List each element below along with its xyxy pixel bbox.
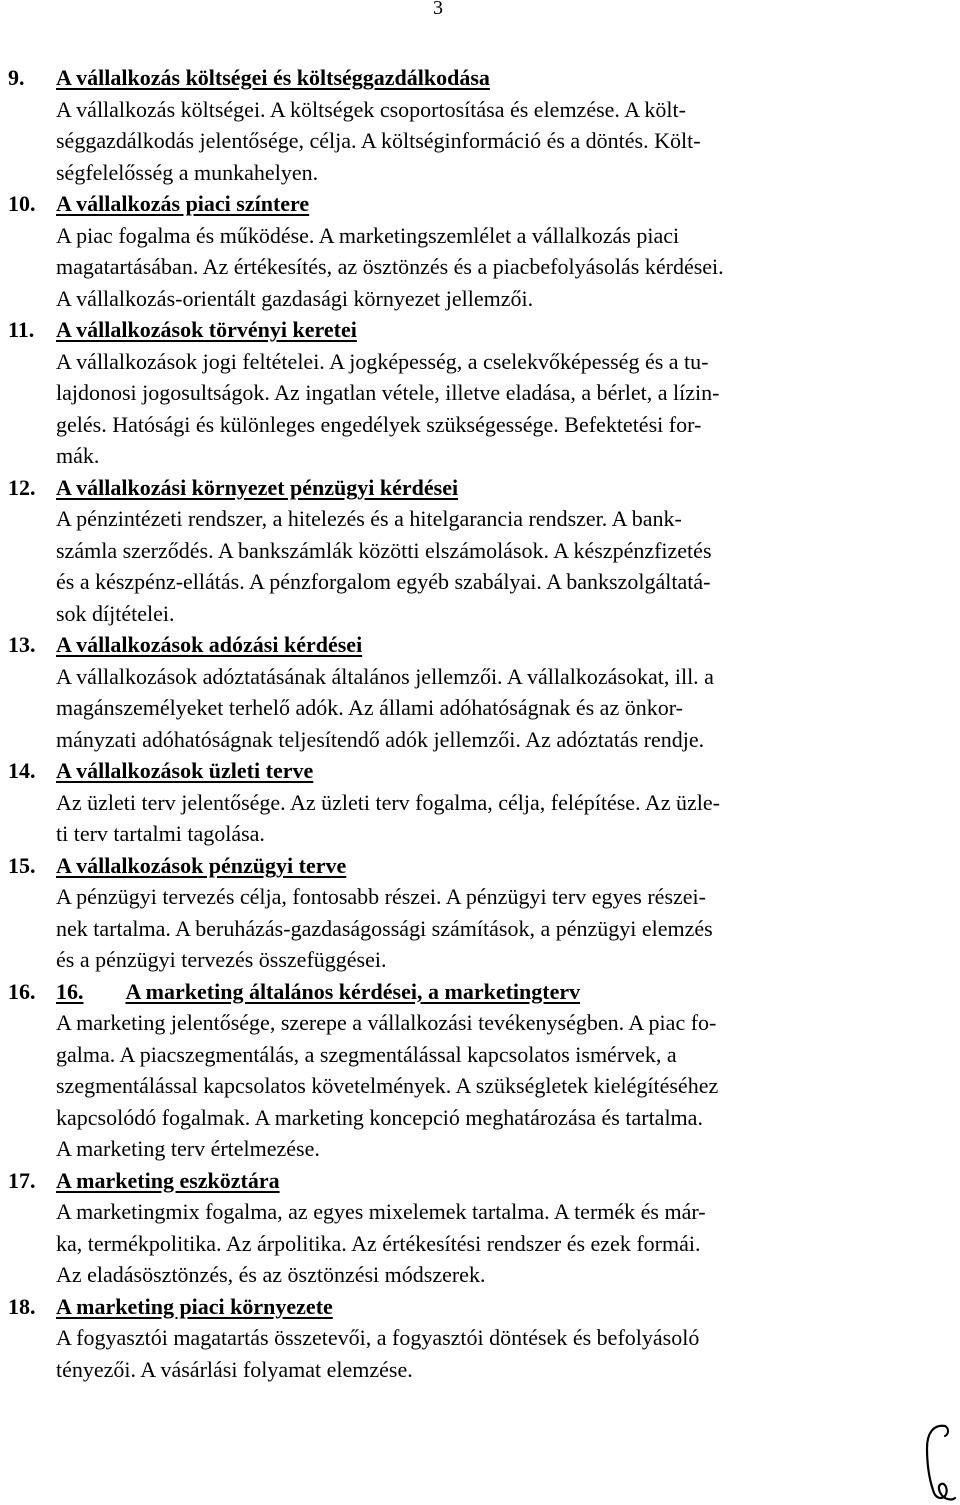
section-15 bbox=[8, 850, 888, 976]
section-13 bbox=[8, 629, 888, 755]
section-11 bbox=[8, 314, 888, 472]
section-text-line: séggazdálkodás jelentősége, célja. A költséginformáció és a döntés. Költ- bbox=[56, 128, 701, 153]
section-title: A vállalkozások törvényi keretei bbox=[56, 317, 357, 342]
section-text-line: sok díjtételei. bbox=[56, 600, 175, 626]
section-text-line: A fogyasztói magatartás összetevői, a fogyasztói döntések és befolyásoló bbox=[56, 1325, 700, 1350]
section-text-line: számla szerződés. A bankszámlák közötti elszámolások. A készpénzfizetés bbox=[56, 537, 712, 563]
section-text-line: gelés. Hatósági és különleges engedélyek szükségessége. Befektetési for- bbox=[56, 411, 702, 437]
section-text-line: A vállalkozás költségei. A költségek csoportosítása és elemzése. A költ- bbox=[56, 96, 686, 122]
section-number: 10. bbox=[8, 191, 36, 216]
section-text-line: Az üzleti terv jelentősége. Az üzleti terv fogalma, célja, felépítése. Az üzle- bbox=[56, 789, 720, 815]
section-text-line: ti terv tartalmi tagolása. bbox=[56, 821, 265, 846]
section-text-line: A vállalkozások jogi feltételei. A jogképesség, a cselekvőképesség és a tu- bbox=[56, 348, 709, 374]
section-text-line: ka, termékpolitika. Az árpolitika. Az értékesítési rendszer és ezek formái. bbox=[56, 1230, 701, 1256]
handwritten-signature bbox=[915, 1420, 957, 1504]
section-number: 12. bbox=[8, 474, 36, 500]
section-text-line: kapcsolódó fogalmak. A marketing koncepció meghatározása és tartalma. bbox=[56, 1104, 703, 1130]
section-title-prefix: 16. bbox=[56, 978, 84, 1004]
syllabus-document bbox=[8, 62, 888, 1385]
section-number: 16. bbox=[8, 978, 36, 1004]
section-number: 18. bbox=[8, 1293, 36, 1319]
section-text-line: tényezői. A vásárlási folyamat elemzése. bbox=[56, 1356, 413, 1382]
section-14 bbox=[8, 755, 888, 850]
section-text-line: mányzati adóhatóságnak teljesítendő adók jellemzői. Az adóztatás rendje. bbox=[56, 726, 705, 752]
section-17 bbox=[8, 1165, 888, 1291]
section-10 bbox=[8, 188, 888, 314]
section-text-line: magatartásában. Az értékesítés, az ösztönzés és a piacbefolyásolás kérdései. bbox=[56, 254, 724, 279]
section-text-line: és a pénzügyi tervezés összefüggései. bbox=[56, 947, 387, 972]
section-text-line: és a készpénz-ellátás. A pénzforgalom egyéb szabályai. A bankszolgáltatá- bbox=[56, 569, 711, 594]
section-text-line: szegmentálással kapcsolatos követelmények. A szükségletek kielégítéséhez bbox=[56, 1073, 719, 1098]
section-number: 14. bbox=[8, 758, 36, 783]
page-number: 3 bbox=[433, 0, 443, 19]
section-title: A vállalkozás piaci színtere bbox=[56, 191, 310, 216]
section-number: 17. bbox=[8, 1167, 36, 1193]
section-text-line: nek tartalma. A beruházás-gazdaságossági számítások, a pénzügyi elemzés bbox=[56, 915, 713, 941]
section-text-line: lajdonosi jogosultságok. Az ingatlan vétele, illetve eladása, a bérlet, a lízin- bbox=[56, 380, 720, 405]
section-text-line: Az eladásösztönzés, és az ösztönzési módszerek. bbox=[56, 1262, 486, 1287]
section-title: A vállalkozási környezet pénzügyi kérdései bbox=[56, 474, 459, 500]
section-text-line: galma. A piacszegmentálás, a szegmentálással kapcsolatos ismérvek, a bbox=[56, 1041, 677, 1067]
section-text-line: magánszemélyeket terhelő adók. Az állami adóhatóságnak és az önkor- bbox=[56, 695, 683, 720]
section-16 bbox=[8, 976, 888, 1165]
section-12 bbox=[8, 472, 888, 630]
section-number: 13. bbox=[8, 632, 36, 657]
section-text-line: mák. bbox=[56, 443, 100, 468]
section-number: 15. bbox=[8, 852, 36, 878]
section-title: A marketing piaci környezete bbox=[56, 1293, 333, 1319]
section-text-line: A marketingmix fogalma, az egyes mixelemek tartalma. A termék és már- bbox=[56, 1199, 706, 1224]
section-text-line: A marketing terv értelmezése. bbox=[56, 1136, 320, 1161]
section-title: A vállalkozások üzleti terve bbox=[56, 758, 314, 783]
section-number: 11. bbox=[8, 317, 35, 342]
section-text-line: A pénzintézeti rendszer, a hitelezés és a hitelgarancia rendszer. A bank- bbox=[56, 506, 682, 531]
section-text-line: A marketing jelentősége, szerepe a vállalkozási tevékenységben. A piac fo- bbox=[56, 1010, 717, 1035]
section-title: A vállalkozások adózási kérdései bbox=[56, 632, 363, 657]
section-text-line: A pénzügyi tervezés célja, fontosabb részei. A pénzügyi terv egyes részei- bbox=[56, 884, 706, 909]
section-number: 9. bbox=[8, 65, 25, 90]
section-title: A vállalkozások pénzügyi terve bbox=[56, 852, 347, 878]
section-text-line: A vállalkozás-orientált gazdasági környezet jellemzői. bbox=[56, 285, 534, 311]
section-18 bbox=[8, 1291, 888, 1386]
section-9 bbox=[8, 62, 888, 188]
section-title: A marketing eszköztára bbox=[56, 1167, 280, 1193]
section-title: A vállalkozás költségei és költséggazdálkodása bbox=[56, 65, 490, 90]
section-title-text: A marketing általános kérdései, a marketingterv bbox=[125, 978, 581, 1004]
section-text-line: A vállalkozások adóztatásának általános jellemzői. A vállalkozásokat, ill. a bbox=[56, 663, 714, 689]
section-title bbox=[56, 976, 888, 1008]
section-text-line: A piac fogalma és működése. A marketingszemlélet a vállalkozás piaci bbox=[56, 222, 680, 248]
section-text-line: ségfelelősség a munkahelyen. bbox=[56, 159, 319, 185]
